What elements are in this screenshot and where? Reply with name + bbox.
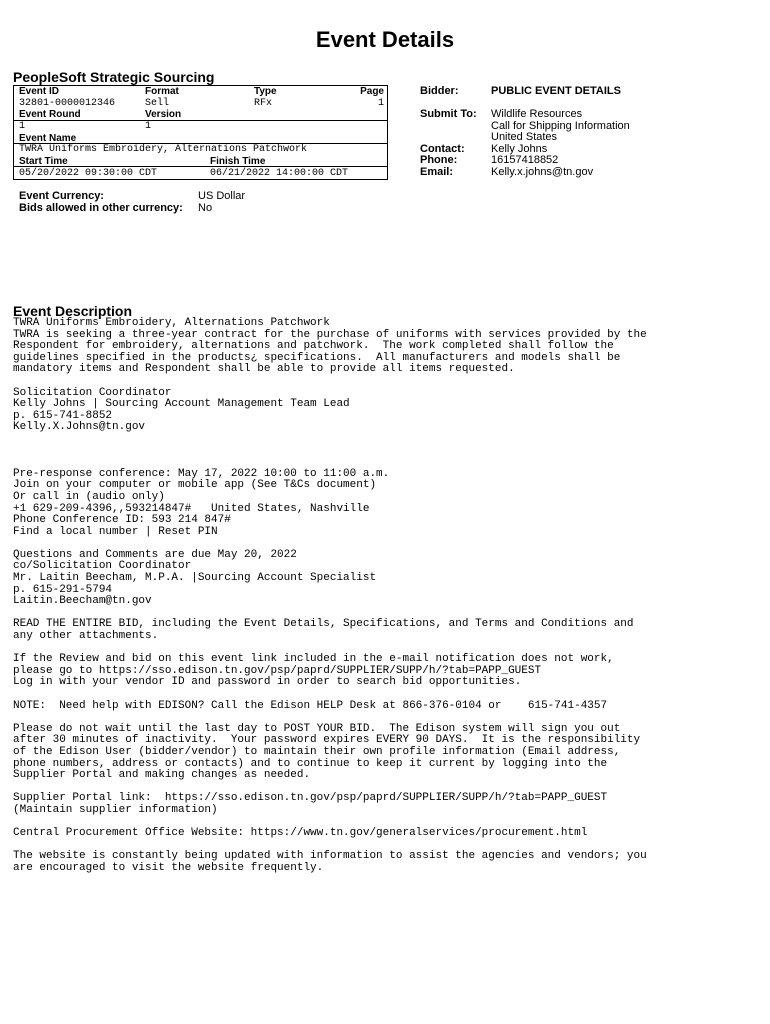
- finish-time-value: 06/21/2022 14:00:00 CDT: [210, 168, 349, 179]
- description-paragraph: [13, 654, 763, 689]
- event-info-box: [13, 85, 388, 180]
- description-line: Pre-response conference: May 17, 2022 10:00 to 11:00 a.m.: [13, 467, 390, 480]
- description-line: mandatory items and Respondent shall be able to provide all items requested.: [13, 363, 515, 376]
- description-line: any other attachments.: [13, 630, 159, 643]
- bidder-label: Bidder:: [420, 85, 459, 97]
- submit-to-line: United States: [491, 131, 558, 143]
- event-round-value: 1: [19, 121, 26, 132]
- description-line: p. 615-291-5794: [13, 583, 113, 596]
- description-heading: Event Description: [13, 303, 133, 319]
- version-label: Version: [145, 109, 182, 120]
- phone-value: 16157418852: [491, 154, 559, 166]
- description-line: Find a local number | Reset PIN: [13, 525, 218, 538]
- description-line: p. 615-741-8852: [13, 409, 113, 422]
- page-title: Event Details: [315, 27, 455, 52]
- description-line: Supplier Portal and making changes as needed.: [13, 769, 311, 782]
- description-line: Join on your computer or mobile app (See T&Cs document): [13, 479, 377, 492]
- type-label: Type: [254, 86, 277, 97]
- page-label: Page: [360, 86, 384, 97]
- description-line: (Maintain supplier information): [13, 803, 218, 816]
- description-paragraph: [13, 724, 763, 782]
- type-value: RFx: [254, 98, 273, 109]
- description-line: Supplier Portal link: https://sso.edison.tn.gov/psp/paprd/SUPPLIER/SUPP/h/?tab=PAPP_GUEST: [13, 792, 608, 805]
- format-value: Sell: [145, 98, 170, 109]
- description-line: of the Edison User (bidder/vendor) to maintain their own profile information (Email address,: [13, 745, 621, 758]
- description-line: Kelly Johns | Sourcing Account Management Team Lead: [13, 398, 350, 411]
- description-line: Please do not wait until the last day to POST YOUR BID. The Edison system will sign you out: [13, 722, 621, 735]
- description-paragraph: [13, 828, 763, 840]
- event-name-value: TWRA Uniforms Embroidery, Alternations Patchwork: [19, 144, 308, 155]
- description-line: Or call in (audio only): [13, 490, 165, 503]
- description-line: READ THE ENTIRE BID, including the Event Details, Specifications, and Terms and Conditions and: [13, 618, 634, 631]
- format-label: Format: [145, 86, 179, 97]
- submit-to-line: Call for Shipping Information: [491, 120, 630, 132]
- event-name-label: Event Name: [19, 133, 77, 144]
- description-line: [13, 446, 763, 458]
- description-line: Kelly.X.Johns@tn.gov: [13, 421, 146, 434]
- email-value: Kelly.x.johns@tn.gov: [491, 166, 594, 178]
- description-line: phone numbers, address or contacts) and to continue to keep it current by logging into the: [13, 757, 608, 770]
- submit-to-line: Wildlife Resources: [491, 108, 583, 120]
- description-line: Phone Conference ID: 593 214 847#: [13, 514, 231, 527]
- description-line: Central Procurement Office Website: https://www.tn.gov/generalservices/procurement.html: [13, 827, 588, 840]
- other-currency-value: No: [198, 202, 213, 214]
- description-line: please go to https://sso.edison.tn.gov/psp/paprd/SUPPLIER/SUPP/h/?tab=PAPP_GUEST: [13, 664, 542, 677]
- description-line: Laitin.Beecham@tn.gov: [13, 595, 152, 608]
- event-id-value: 32801-0000012346: [19, 98, 116, 109]
- description-line: Respondent for embroidery, alternations and patchwork. The work completed shall follow the: [13, 340, 614, 353]
- finish-time-label: Finish Time: [210, 156, 266, 167]
- description-line: The website is constantly being updated with information to assist the agencies and vendors; you: [13, 850, 647, 863]
- description-paragraph: [13, 619, 763, 642]
- description-line: If the Review and bid on this event link included in the e-mail notification does not work,: [13, 653, 614, 666]
- email-label: Email:: [420, 166, 454, 178]
- event-currency-label: Event Currency:: [19, 190, 104, 202]
- bidder-value: PUBLIC EVENT DETAILS: [491, 85, 621, 97]
- description-line: +1 629-209-4396,,593214847# United States, Nashville: [13, 502, 370, 515]
- event-currency-value: US Dollar: [198, 190, 246, 202]
- event-id-label: Event ID: [19, 86, 60, 97]
- description-paragraph: [13, 550, 763, 608]
- description-paragraph: [13, 318, 763, 376]
- event-description: [13, 318, 763, 886]
- phone-label: Phone:: [420, 154, 458, 166]
- description-line: co/Solicitation Coordinator: [13, 560, 192, 573]
- description-line: are encouraged to visit the website frequently.: [13, 861, 324, 874]
- description-paragraph: [13, 446, 763, 458]
- description-line: Solicitation Coordinator: [13, 386, 172, 399]
- event-round-label: Event Round: [19, 109, 81, 120]
- submit-to-label: Submit To:: [420, 108, 477, 120]
- description-line: Questions and Comments are due May 20, 2022: [13, 548, 297, 561]
- description-line: TWRA Uniforms Embroidery, Alternations Patchwork: [13, 317, 330, 329]
- description-paragraph: [13, 851, 763, 874]
- contact-label: Contact:: [420, 143, 465, 155]
- description-line: TWRA is seeking a three-year contract for the purchase of uniforms with services provided by the: [13, 328, 647, 341]
- description-line: Log in with your vendor ID and password in order to search bid opportunities.: [13, 676, 522, 689]
- page-value: 1: [377, 98, 384, 109]
- description-line: NOTE: Need help with EDISON? Call the Edison HELP Desk at 866-376-0104 or 615-741-4357: [13, 699, 608, 712]
- start-time-label: Start Time: [19, 156, 68, 167]
- description-paragraph: [13, 469, 763, 539]
- description-line: after 30 minutes of inactivity. Your password expires EVERY 90 DAYS. It is the responsibility: [13, 734, 641, 747]
- other-currency-label: Bids allowed in other currency:: [19, 202, 183, 214]
- description-line: Mr. Laitin Beecham, M.P.A. |Sourcing Account Specialist: [13, 572, 377, 585]
- description-paragraph: [13, 388, 763, 434]
- org-title: PeopleSoft Strategic Sourcing: [13, 69, 215, 85]
- contact-value: Kelly Johns: [491, 143, 548, 155]
- version-value: 1: [145, 121, 152, 132]
- description-line: guidelines specified in the products¿ specifications. All manufacturers and models shall be: [13, 351, 621, 364]
- description-paragraph: [13, 701, 763, 713]
- start-time-value: 05/20/2022 09:30:00 CDT: [19, 168, 158, 179]
- description-paragraph: [13, 793, 763, 816]
